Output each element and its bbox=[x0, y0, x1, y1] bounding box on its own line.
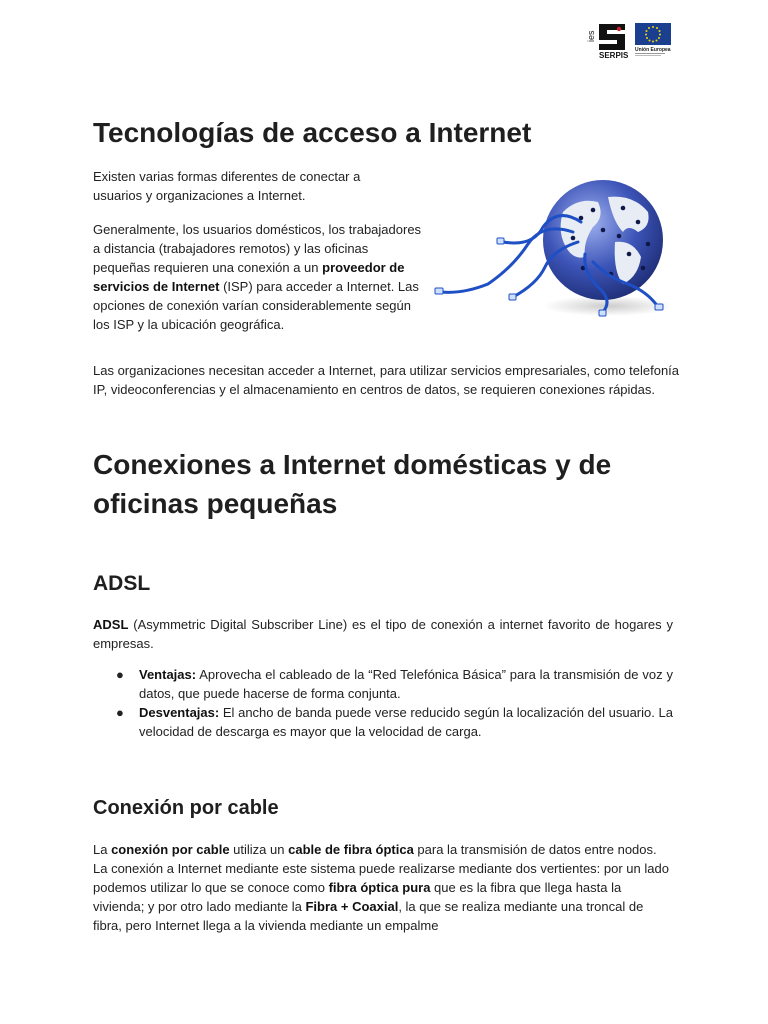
page-title: Tecnologías de acceso a Internet bbox=[93, 117, 532, 148]
bullet-dot: ● bbox=[116, 667, 124, 682]
organizations-paragraph: Las organizaciones necesitan acceder a Internet, para utilizar servicios empresariales, como telefonía IP, videoconferencias y el almacenamiento en centros de datos, se requieren conexiones rápidas. bbox=[93, 363, 680, 397]
ies-serpis-logo bbox=[585, 20, 631, 60]
bullet-dot: ● bbox=[116, 705, 124, 720]
isp-paragraph: Generalmente, los usuarios domésticos, los trabajadores a distancia (trabajadores remotos) y las oficinas pequeñas requieren una conexión a un proveedor de servicios de Internet (ISP) para acceder a Internet. Las opciones de conexión varían considerablemente según los ISP y la ubicación geográfica. bbox=[93, 222, 422, 332]
intro-paragraph: Existen varias formas diferentes de conectar a usuarios y organizaciones a Internet. bbox=[93, 169, 361, 203]
ies-logo-small-text: ies bbox=[586, 30, 596, 42]
isp-term: proveedor de servicios de Internet bbox=[93, 260, 405, 294]
cable-paragraph: La conexión por cable utiliza un cable de fibra óptica para la transmisión de datos entre nodos. La conexión a Internet mediante este sistema puede realizarse mediante dos vertientes: por un lado podemos utilizar lo que se conoce como fibra óptica pura que es la fibra que llega hasta la vivienda; y por otro lado mediante la Fibra + Coaxial, la que se realiza mediante una troncal de fibra, pero Internet llega a la vivienda mediante un empalme bbox=[93, 842, 669, 933]
eu-flag-icon bbox=[634, 22, 672, 58]
eu-logo-text: Unión Europea bbox=[635, 47, 671, 53]
globe-network-image bbox=[433, 172, 678, 322]
ies-logo-text: SERPIS bbox=[599, 51, 629, 60]
adsl-heading: ADSL bbox=[93, 572, 151, 595]
adsl-paragraph: ADSL (Asymmetric Digital Subscriber Line) es el tipo de conexión a internet favorito de hogares y empresas. bbox=[93, 617, 673, 651]
adsl-term: ADSL bbox=[93, 617, 129, 632]
cable-heading: Conexión por cable bbox=[93, 797, 279, 819]
adsl-bullet-list bbox=[93, 665, 673, 741]
list-item: ● Desventajas: El ancho de banda puede verse reducido según la localización del usuario. La velocidad de descarga es mayor que la velocidad de carga. bbox=[116, 705, 673, 739]
section-title-home-connections: Conexiones a Internet domésticas y de oficinas pequeñas bbox=[93, 449, 612, 519]
list-item: ● Ventajas: Aprovecha el cableado de la “Red Telefónica Básica” para la transmisión de voz y datos, que puede hacerse de forma conjunta. bbox=[116, 667, 673, 701]
